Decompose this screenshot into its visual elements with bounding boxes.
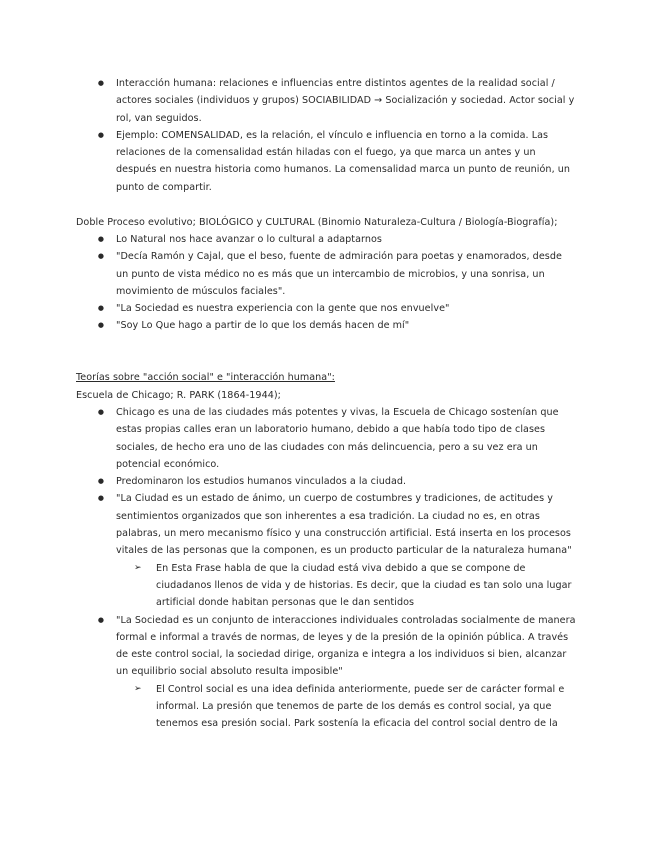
spacer <box>76 196 576 214</box>
arrowhead-icon: ➢ <box>134 683 142 694</box>
section-title-teorias: Teorías sobre "acción social" e "interacción humana": <box>76 372 335 384</box>
list-item <box>76 317 576 334</box>
list-item <box>76 248 576 300</box>
bullet-text: Chicago es una de las ciudades más potentes y vivas, la Escuela de Chicago sostenían que estas propias calles eran un laboratorio humano, debido a que había todo tipo de clases sociales, de hecho era uno de las ciudades con más delincuencia, pero a su vez era un potencial económico. <box>116 406 559 470</box>
spacer <box>76 335 576 370</box>
bullet-dot-icon: ● <box>97 252 105 261</box>
bullet-text: "La Sociedad es un conjunto de interacciones individuales controladas socialmente de manera formal e informal a través de normas, de leyes y de la presión de la opinión pública. A través de este control social, la sociedad dirige, organiza e integra a los individuos si bien, alcanzar un equilibrio social absoluto resulta imposible" <box>116 614 576 678</box>
list-item <box>76 300 576 317</box>
arrowhead-icon: ➢ <box>134 562 142 573</box>
bullet-text: Interacción humana: relaciones e influencias entre distintos agentes de la realidad social / actores sociales (individuos y grupos) SOCIABILIDAD → Socialización y sociedad. Actor social y rol, van seguidos. <box>116 78 575 124</box>
bullet-text: "La Ciudad es un estado de ánimo, un cuerpo de costumbres y tradiciones, de actitudes y sentimientos organizados que son inherentes a esa tradición. La ciudad no es, en otras palabras, un mero mecanismo físico y una construcción artificial. Está inserta en los procesos vitales de las personas que la componen, es un producto particular de la naturaleza humana" <box>116 493 572 557</box>
bullet-dot-icon: ● <box>97 130 105 139</box>
bullet-dot-icon: ● <box>97 321 105 330</box>
bullet-comensalidad <box>76 127 576 196</box>
bullet-text: "La Sociedad es nuestra experiencia con la gente que nos envuelve" <box>116 303 450 315</box>
bullet-text: "Decía Ramón y Cajal, que el beso, fuente de admiración para poetas y enamorados, desde un punto de vista médico no es más que un intercambio de microbios, y una sonrisa, un movimiento de músculos faciales". <box>116 251 562 297</box>
list-item <box>76 612 576 681</box>
document-body <box>76 75 576 733</box>
section-heading-doble-proceso: Doble Proceso evolutivo; BIOLÓGICO y CULTURAL (Binomio Naturaleza-Cultura / Biología-Biografía); <box>76 216 558 228</box>
bullet-text: Predominaron los estudios humanos vinculados a la ciudad. <box>116 476 407 488</box>
list-item <box>76 490 576 559</box>
sub-bullet-text: El Control social es una idea definida anteriormente, puede ser de carácter formal e informal. La presión que tenemos de parte de los demás es control social, ya que tenemos esa presión social. Park sostenía la eficacia del control social dentro de la <box>156 683 565 730</box>
sub-list-item <box>76 560 576 612</box>
list-item <box>76 473 576 490</box>
bullet-dot-icon: ● <box>97 407 105 416</box>
doble-proceso-bullet-list <box>76 231 576 335</box>
sub-list-item <box>76 681 576 733</box>
bullet-dot-icon: ● <box>97 304 105 313</box>
bullet-dot-icon: ● <box>97 79 105 87</box>
bullet-text: Lo Natural nos hace avanzar o lo cultural a adaptarnos <box>116 233 382 245</box>
sub-bullet-text: En Esta Frase habla de que la ciudad está viva debido a que se compone de ciudadanos llenos de vida y de historias. Es decir, que la ciudad es tan solo una lugar artificial donde habitan personas que le dan sentidos <box>156 562 572 609</box>
bullet-dot-icon: ● <box>97 615 105 624</box>
bullet-dot-icon: ● <box>97 234 105 243</box>
chicago-bullet-list <box>76 404 576 733</box>
list-item <box>76 404 576 473</box>
bullet-text: Ejemplo: COMENSALIDAD, es la relación, el vínculo e influencia en torno a la comida. Las relaciones de la comensalidad están hiladas con el fuego, ya que marca un antes y un después en nuestra historia como humanos. La comensalidad marca un punto de reunión, un punto de compartir. <box>116 129 571 193</box>
bullet-dot-icon: ● <box>97 494 105 503</box>
section-subtitle-escuela-chicago: Escuela de Chicago; R. PARK (1864-1944); <box>76 389 281 401</box>
list-item <box>76 231 576 248</box>
bullet-interaccion-humana <box>76 75 576 127</box>
bullet-text: "Soy Lo Que hago a partir de lo que los demás hacen de mí" <box>116 320 410 332</box>
intro-bullet-list <box>76 75 576 196</box>
bullet-dot-icon: ● <box>97 477 105 486</box>
